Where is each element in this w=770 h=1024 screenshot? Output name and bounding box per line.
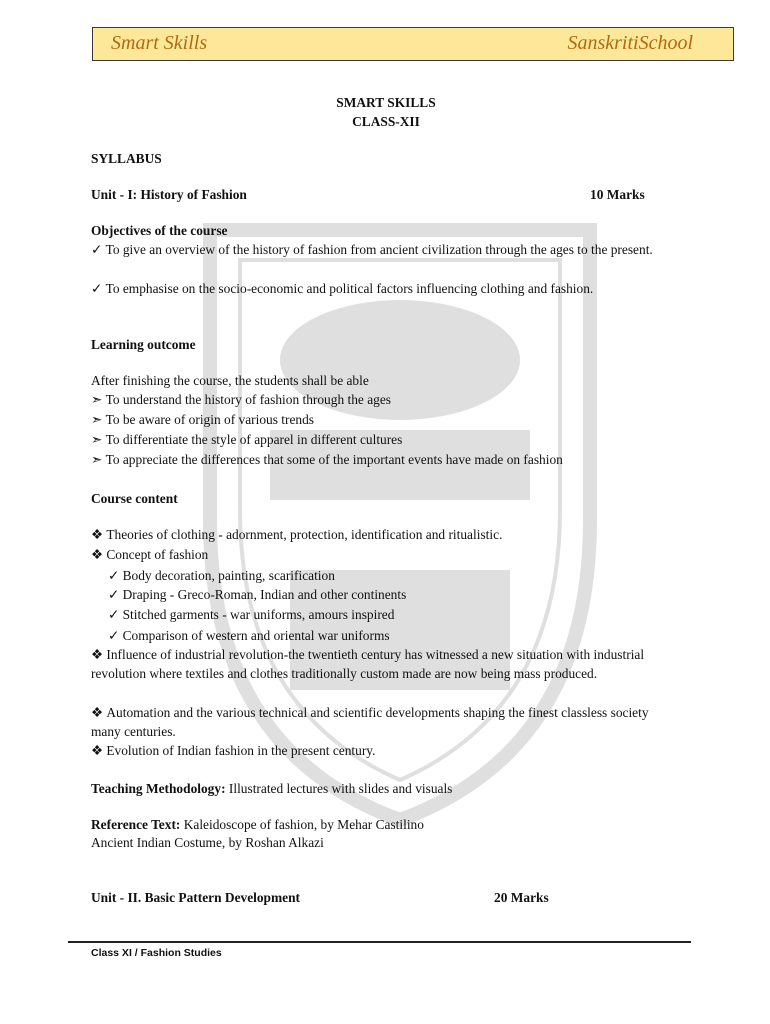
unit2-marks: 20 Marks xyxy=(494,890,549,905)
unit1-marks: 10 Marks xyxy=(590,187,645,202)
objectives-heading: Objectives of the course xyxy=(91,223,228,238)
learning-item: ➣ To appreciate the differences that some of the important events have made on fashion xyxy=(91,450,563,469)
course-item: ❖ Theories of clothing - adornment, protection, identification and ritualistic. xyxy=(91,525,502,544)
course-item: ❖ Influence of industrial revolution-the twentieth century has witnessed a new situation with industrial revolution where textiles and clothes traditionally custom made are now being mass produced. xyxy=(91,645,681,683)
learning-item: ➣ To be aware of origin of various trends xyxy=(91,410,314,429)
course-subitem: ✓ Body decoration, painting, scarification xyxy=(108,566,335,585)
course-subitem: ✓ Draping - Greco-Roman, Indian and other continents xyxy=(108,585,406,604)
unit2-title: Unit - II. Basic Pattern Development xyxy=(91,890,301,905)
header-left-title: Smart Skills xyxy=(111,32,208,54)
teaching-methodology xyxy=(91,779,452,798)
course-item: ❖ Evolution of Indian fashion in the present century. xyxy=(91,741,375,760)
learning-item: ➣ To differentiate the style of apparel in different cultures xyxy=(91,430,402,449)
reference-label: Reference Text: xyxy=(91,817,181,832)
syllabus-heading: SYLLABUS xyxy=(91,151,162,166)
teaching-text: Illustrated lectures with slides and visuals xyxy=(225,781,453,796)
reference-value: Kaleidoscope of fashion, by Mehar Castilino xyxy=(180,817,424,832)
course-subitem: ✓ Stitched garments - war uniforms, amours inspired xyxy=(108,605,394,624)
course-subitem: ✓ Comparison of western and oriental war uniforms xyxy=(108,626,390,645)
objective-item: ✓ To give an overview of the history of fashion from ancient civilization through the ages to the present. xyxy=(91,240,681,259)
doc-class: CLASS-XII xyxy=(352,114,420,129)
teaching-label: Teaching Methodology: xyxy=(91,781,226,796)
footer-divider xyxy=(68,941,691,943)
reference-line2: Ancient Indian Costume, by Roshan Alkazi xyxy=(91,835,324,850)
header-right-title: SanskritiSchool xyxy=(567,32,693,54)
course-heading: Course content xyxy=(91,491,178,506)
learning-intro: After finishing the course, the students shall be able xyxy=(91,373,369,388)
learning-heading: Learning outcome xyxy=(91,337,196,352)
course-item: ❖ Concept of fashion xyxy=(91,545,208,564)
learning-item: ➣ To understand the history of fashion through the ages xyxy=(91,390,391,409)
unit1-title: Unit - I: History of Fashion xyxy=(91,187,247,202)
header-banner xyxy=(92,27,734,61)
course-item: ❖ Automation and the various technical and scientific developments shaping the finest classless society many centuries. xyxy=(91,703,681,741)
doc-title: SMART SKILLS xyxy=(336,95,436,110)
objective-item: ✓ To emphasise on the socio-economic and political factors influencing clothing and fashion. xyxy=(91,279,681,298)
reference-text xyxy=(91,815,424,834)
footer-label: Class XI / Fashion Studies xyxy=(91,947,222,959)
